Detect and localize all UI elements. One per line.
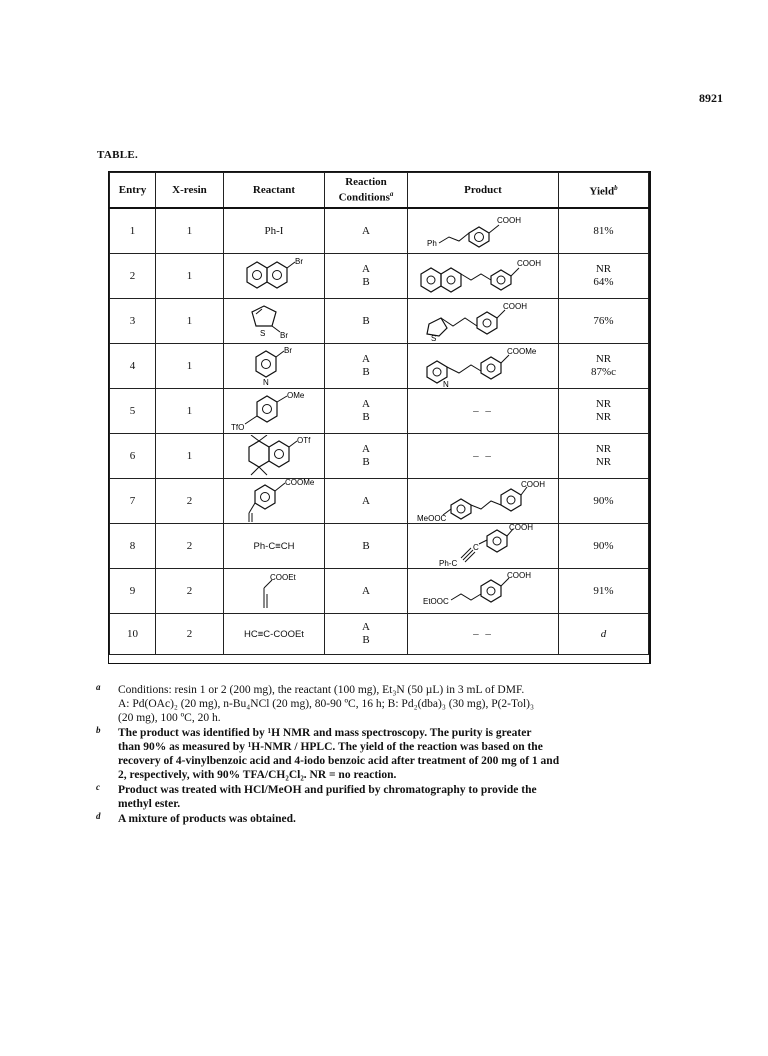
yield-b: 64% [593, 276, 614, 288]
col-x-resin: X-resin [156, 173, 224, 209]
yield-cell: 90% [559, 524, 649, 569]
br-label: Br [284, 346, 292, 355]
footnote-ref-b: b [614, 184, 618, 193]
table-row [110, 389, 649, 434]
condition-b: B [362, 366, 370, 378]
entry-cell: 2 [110, 254, 156, 299]
product-structure [413, 300, 553, 342]
entry-cell: 10 [110, 614, 156, 655]
footnote-line: 2, respectively, with 90% TFA/CH₂Cl₂. NR = no reaction. [118, 769, 397, 781]
entry-cell: 8 [110, 524, 156, 569]
reactant-cell [224, 389, 325, 434]
product-structure [413, 570, 553, 612]
cooet-label: COOEt [270, 573, 296, 582]
table-row [110, 208, 649, 254]
col-conditions-line1: Reaction [345, 176, 387, 189]
bromonaphthalene-structure [229, 256, 319, 296]
footnote-line: than 90% as measured by ¹H-NMR / HPLC. The yield of the reaction was based on the [118, 741, 543, 753]
footnotes [96, 683, 666, 827]
yield-cell: 81% [559, 208, 649, 254]
condition-b: B [362, 456, 370, 468]
entry-cell: 3 [110, 299, 156, 344]
x-resin-cell: 1 [156, 299, 224, 344]
conditions-cell: A [325, 208, 408, 254]
product-cell [408, 614, 559, 655]
product-structure [413, 524, 553, 568]
footnote-d [96, 812, 666, 826]
cooh-label: COOH [521, 480, 545, 489]
bromothiophene-structure [234, 300, 314, 342]
yield-cell: 91% [559, 569, 649, 614]
conditions-cell [325, 344, 408, 389]
footnote-marker: b [96, 725, 101, 735]
product-structure [413, 345, 553, 387]
table-row [110, 524, 649, 569]
meooc-label: MeOOC [417, 514, 447, 523]
col-entry: Entry [110, 173, 156, 209]
product-cell [408, 254, 559, 299]
condition-a: A [362, 621, 370, 633]
footnote-line: (20 mg), 100 ºC, 20 h. [118, 712, 221, 724]
x-resin-cell: 2 [156, 614, 224, 655]
condition-a: A [362, 353, 370, 365]
vinylbenzoate-structure [229, 479, 319, 523]
x-resin-cell: 1 [156, 389, 224, 434]
ph-c-label: Ph-C [439, 559, 458, 568]
yield-cell: 90% [559, 479, 649, 524]
yield-a: NR [595, 353, 612, 365]
product-cell [408, 208, 559, 254]
reactant-cell [224, 434, 325, 479]
ome-label: OMe [287, 391, 305, 400]
otf-label: OTf [297, 436, 311, 445]
footnote-line: A: Pd(OAc)₂ (20 mg), n-Bu₄NCl (20 mg), 80-90 ºC, 16 h; B: Pd₂(dba)₃ (30 mg), P(2-Tol)₃ [118, 698, 535, 710]
cooh-label: COOH [503, 302, 527, 311]
yield-cell: d [559, 614, 649, 655]
col-conditions-line2: Conditions [338, 191, 390, 204]
yield-a: NR [595, 443, 612, 455]
yield-cell [559, 254, 649, 299]
col-yield-label: Yield [589, 185, 615, 198]
br-label: Br [295, 257, 303, 266]
product-cell [408, 344, 559, 389]
reactant-cell [224, 299, 325, 344]
table-header-row [110, 173, 649, 209]
br-label: Br [280, 331, 288, 340]
conditions-cell: B [325, 524, 408, 569]
cooh-label: COOH [507, 571, 531, 580]
cooh-label: COOH [517, 259, 541, 268]
x-resin-cell: 1 [156, 208, 224, 254]
footnote-ref-a: a [389, 190, 394, 199]
footnote-b [96, 726, 666, 782]
product-cell [408, 479, 559, 524]
col-conditions [325, 173, 408, 209]
conditions-cell: B [325, 299, 408, 344]
product-structure [413, 256, 553, 296]
condition-a: A [362, 443, 370, 455]
product-cell [408, 434, 559, 479]
table-row [110, 569, 649, 614]
product-cell [408, 569, 559, 614]
table-row [110, 434, 649, 479]
coome-label: COOMe [507, 347, 537, 356]
x-resin-cell: 2 [156, 524, 224, 569]
yield-cell [559, 389, 649, 434]
col-product: Product [408, 173, 559, 209]
condition-b: B [362, 634, 370, 646]
no-product-dash: – – [473, 449, 493, 462]
table-row [110, 479, 649, 524]
conditions-cell [325, 434, 408, 479]
conditions-cell [325, 389, 408, 434]
reactant-cell: Ph-I [224, 208, 325, 254]
s-label: S [260, 329, 266, 338]
footnote-marker: a [96, 682, 101, 692]
cooh-label: COOH [509, 524, 533, 532]
reactant-cell [224, 569, 325, 614]
x-resin-cell: 1 [156, 344, 224, 389]
bromopyridine-structure [234, 345, 314, 387]
conditions-cell [325, 614, 408, 655]
yield-a: NR [595, 263, 612, 275]
reactant-cell [224, 254, 325, 299]
conditions-cell [325, 254, 408, 299]
yield-b: 87%c [590, 366, 617, 378]
col-reactant: Reactant [224, 173, 325, 209]
x-resin-cell: 2 [156, 479, 224, 524]
condition-b: B [362, 276, 370, 288]
yield-cell: 76% [559, 299, 649, 344]
col-yield [559, 173, 649, 209]
x-resin-cell: 2 [156, 569, 224, 614]
table-row [110, 299, 649, 344]
footnote-line: Product was treated with HCl/MeOH and purified by chromatography to provide the [118, 784, 537, 796]
tfo-label: TfO [231, 423, 245, 432]
coome-label: COOMe [285, 479, 315, 487]
no-product-dash: – – [473, 404, 493, 417]
ethyl-acrylate-structure [234, 570, 314, 612]
x-resin-cell: 1 [156, 434, 224, 479]
footnote-marker: c [96, 782, 100, 792]
footnote-line: A mixture of products was obtained. [118, 813, 296, 825]
table-row [110, 614, 649, 655]
footnote-line: Conditions: resin 1 or 2 (200 mg), the reactant (100 mg), Et₃N (50 µL) in 3 mL of DMF. [118, 684, 525, 696]
yield-b: NR [595, 456, 612, 468]
entry-cell: 9 [110, 569, 156, 614]
entry-cell: 6 [110, 434, 156, 479]
footnote-line: methyl ester. [118, 798, 181, 810]
condition-a: A [362, 263, 370, 275]
no-product-dash: – – [473, 627, 493, 640]
results-table [108, 171, 651, 664]
tetramethyl-triflate-structure [229, 435, 319, 477]
conditions-cell: A [325, 569, 408, 614]
product-cell [408, 524, 559, 569]
product-cell [408, 389, 559, 434]
aryl-triflate-structure [229, 390, 319, 432]
product-cell [408, 299, 559, 344]
table-row [110, 344, 649, 389]
product-structure [423, 211, 543, 251]
entry-cell: 4 [110, 344, 156, 389]
yield-cell [559, 344, 649, 389]
footnote-a [96, 683, 666, 725]
page-number: 8921 [699, 91, 723, 105]
yield-b: NR [595, 411, 612, 423]
condition-b: B [362, 411, 370, 423]
n-label: N [263, 378, 269, 387]
conditions-cell: A [325, 479, 408, 524]
s-label: S [431, 334, 437, 342]
reactant-cell: Ph-C≡CH [224, 524, 325, 569]
n-label: N [443, 380, 449, 387]
product-structure [413, 479, 553, 523]
entry-cell: 1 [110, 208, 156, 254]
c-label: C [473, 543, 479, 552]
table-row [110, 254, 649, 299]
cooh-label: COOH [497, 216, 521, 225]
yield-cell [559, 434, 649, 479]
x-resin-cell: 1 [156, 254, 224, 299]
footnote-marker: d [96, 811, 101, 821]
etooc-label: EtOOC [423, 597, 449, 606]
entry-cell: 5 [110, 389, 156, 434]
footnote-c [96, 783, 666, 811]
table-heading: TABLE. [97, 149, 139, 161]
reactant-cell [224, 344, 325, 389]
footnote-line: The product was identified by ¹H NMR and mass spectroscopy. The purity is greater [118, 727, 532, 739]
condition-a: A [362, 398, 370, 410]
reactant-cell [224, 479, 325, 524]
footnote-line: recovery of 4-vinylbenzoic acid and 4-iodo benzoic acid after treatment of 200 mg of 1 and [118, 755, 560, 767]
yield-a: NR [595, 398, 612, 410]
ph-label: Ph [427, 239, 437, 248]
entry-cell: 7 [110, 479, 156, 524]
reactant-cell: HC≡C-COOEt [224, 614, 325, 655]
